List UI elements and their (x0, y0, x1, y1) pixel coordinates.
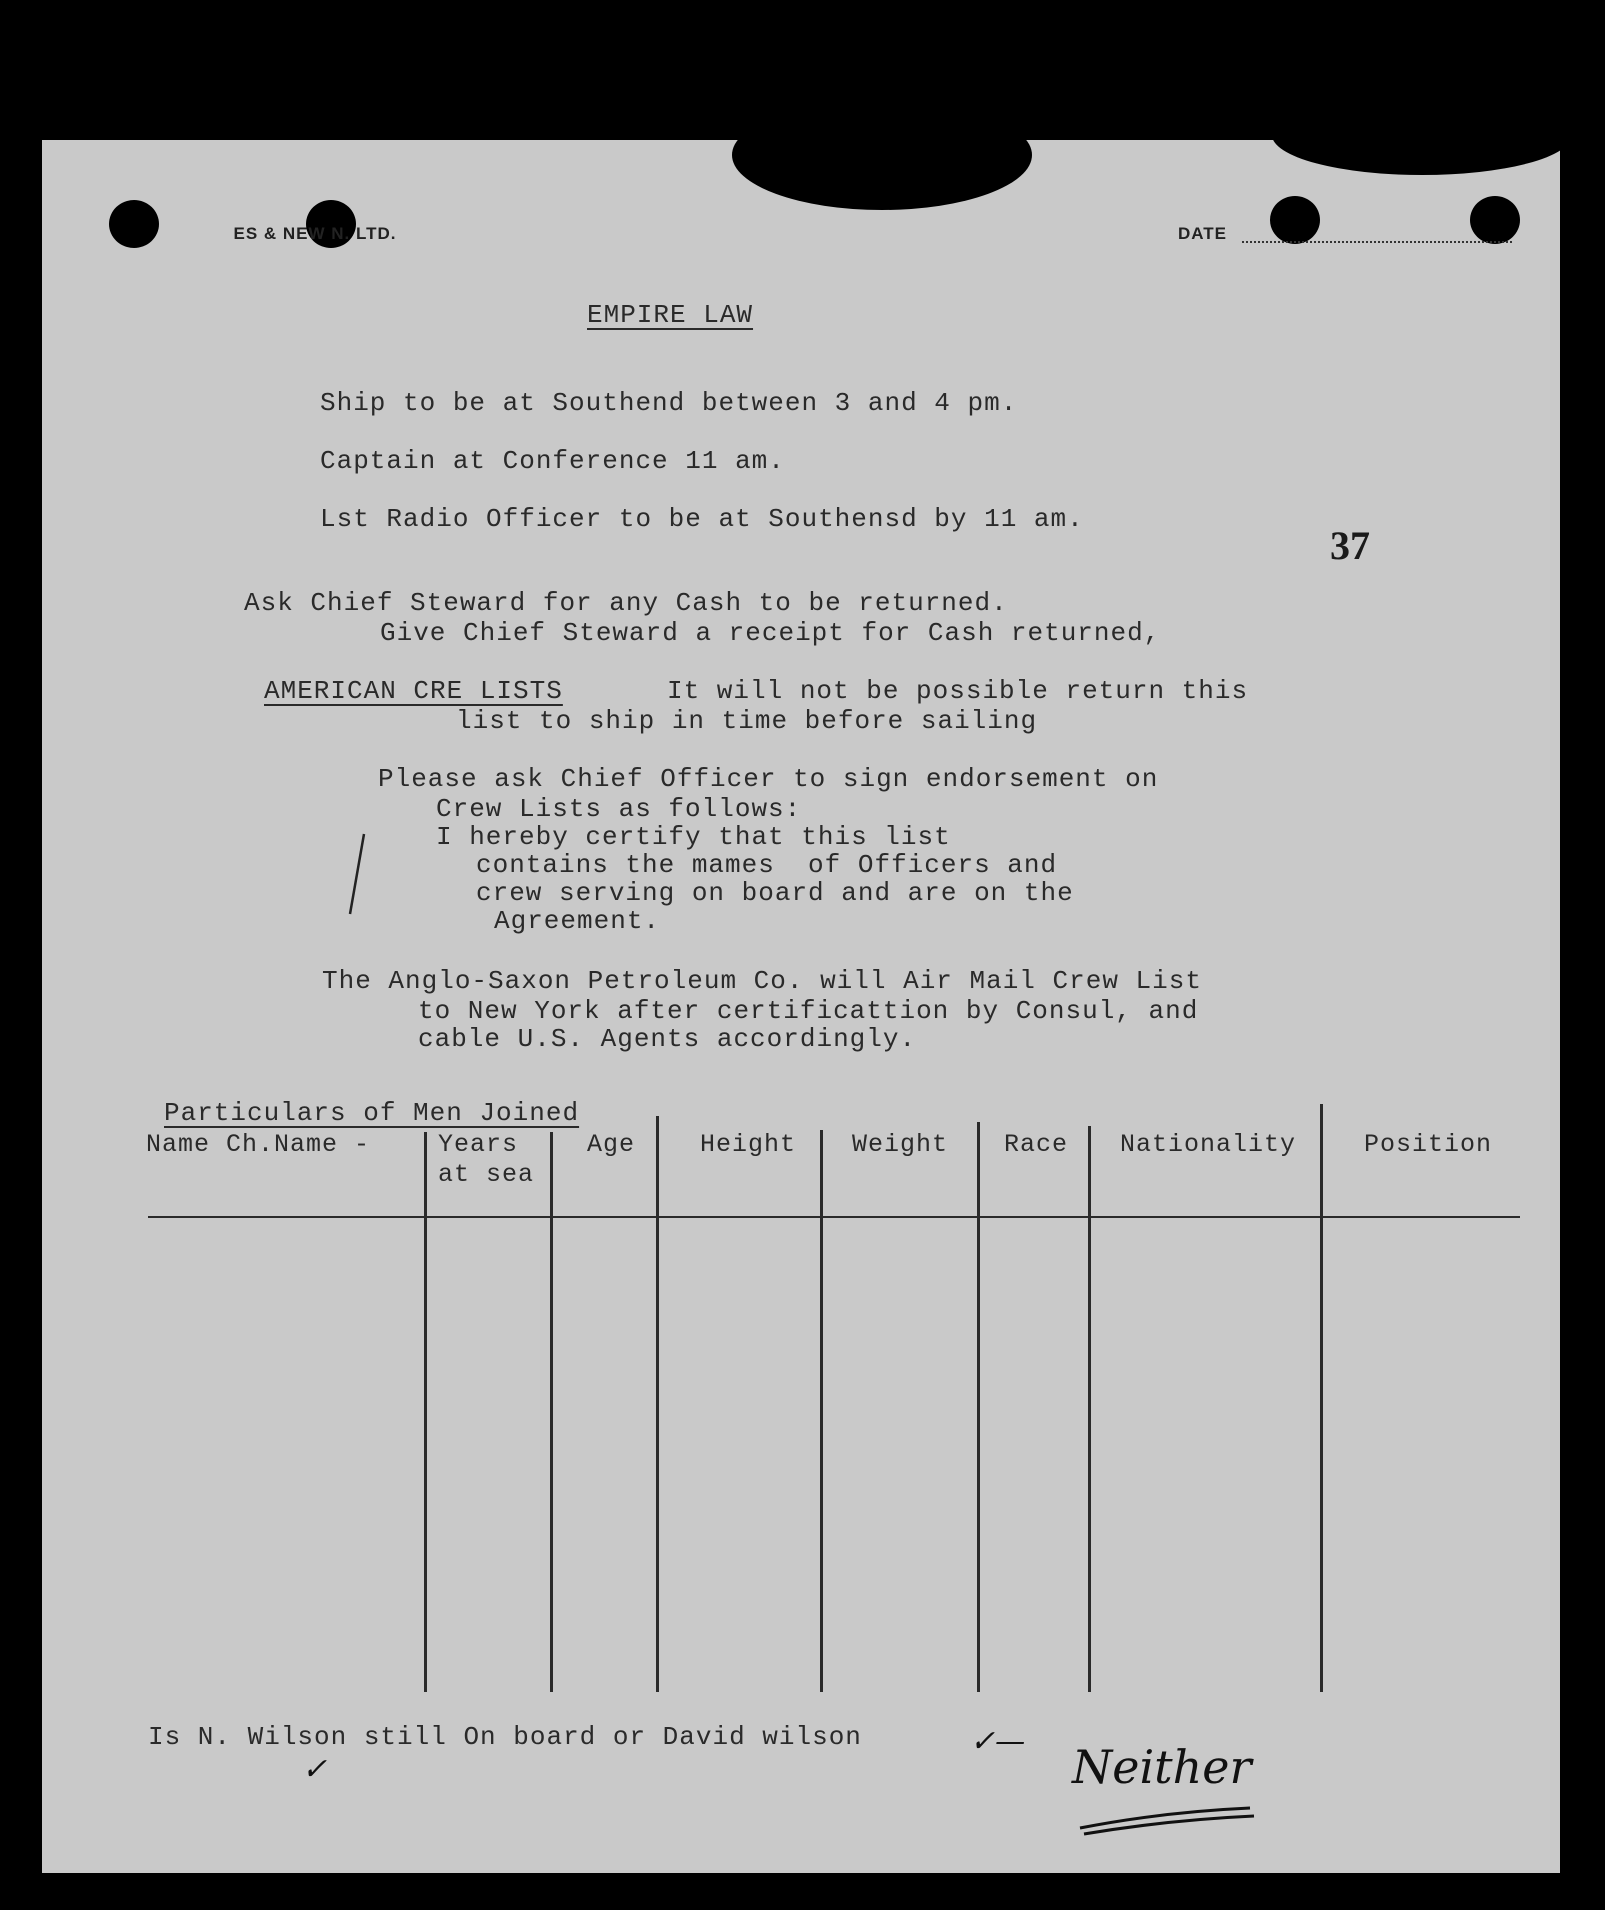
line-steward-2: Give Chief Steward a receipt for Cash returned, (380, 618, 1161, 648)
table-column-divider (1088, 1126, 1091, 1692)
line-please-1: Please ask Chief Officer to sign endorsement on (378, 764, 1159, 794)
col-header-years: Years (438, 1130, 519, 1159)
document-title: EMPIRE LAW (587, 300, 754, 330)
footer-question: Is N. Wilson still On board or David wilson (148, 1722, 862, 1752)
footer-checkmark-2: ✓— (970, 1724, 1026, 1759)
date-dotted-line (1242, 241, 1512, 243)
line-anglo-1: The Anglo-Saxon Petroleum Co. will Air Mail Crew List (322, 966, 1202, 996)
table-column-divider (550, 1132, 553, 1692)
line-anglo-3: cable U.S. Agents accordingly. (418, 1024, 917, 1054)
line-captain: Captain at Conference 11 am. (320, 446, 785, 476)
col-header-nationality: Nationality (1120, 1130, 1297, 1159)
line-american-2: list to ship in time before sailing (456, 706, 1038, 736)
table-column-divider (1320, 1104, 1323, 1692)
document-page (42, 140, 1560, 1873)
line-certify-1: I hereby certify that this list (436, 822, 951, 852)
line-certify-2: contains the mames of Officers and (476, 850, 1058, 880)
col-header-at-sea: at sea (438, 1160, 535, 1189)
col-header-weight: Weight (852, 1130, 949, 1159)
torn-edge (1272, 95, 1572, 175)
letterhead-company: ES & NEW N. LTD. (233, 224, 397, 243)
line-please-2: Crew Lists as follows: (436, 794, 802, 824)
table-column-divider (977, 1122, 980, 1692)
table-column-divider (820, 1130, 823, 1692)
line-radio: Lst Radio Officer to be at Southensd by 11 am. (320, 504, 1084, 534)
col-header-height: Height (700, 1130, 797, 1159)
line-anglo-2: to New York after certificattion by Consul, and (418, 996, 1199, 1026)
table-caption: Particulars of Men Joined (164, 1098, 580, 1128)
handwritten-answer: Neither (1072, 1740, 1252, 1794)
torn-edge (732, 100, 1032, 210)
american-crew-lists-heading: AMERICAN CRE LISTS (264, 676, 563, 706)
line-american-1: It will not be possible return this (667, 676, 1249, 706)
punch-hole (1470, 196, 1520, 244)
handwritten-tick-mark (342, 830, 372, 920)
col-header-age: Age (587, 1130, 636, 1159)
footer-checkmark-1: ✓ (302, 1752, 328, 1787)
letterhead-date-label: DATE (1178, 224, 1228, 243)
page-number: 37 (1330, 523, 1370, 568)
line-ship: Ship to be at Southend between 3 and 4 pm. (320, 388, 1018, 418)
table-column-divider (656, 1116, 659, 1692)
table-column-divider (424, 1132, 427, 1692)
line-certify-3: crew serving on board and are on the (476, 878, 1074, 908)
col-header-position: Position (1364, 1130, 1493, 1159)
col-header-race: Race (1004, 1130, 1069, 1159)
table-header-rule (148, 1216, 1520, 1218)
punch-hole (1270, 196, 1320, 244)
line-steward-1: Ask Chief Steward for any Cash to be returned. (244, 588, 1008, 618)
col-header-name: Name Ch.Name - (146, 1130, 371, 1159)
line-certify-4: Agreement. (494, 906, 661, 936)
handwritten-underline (1072, 1800, 1262, 1840)
